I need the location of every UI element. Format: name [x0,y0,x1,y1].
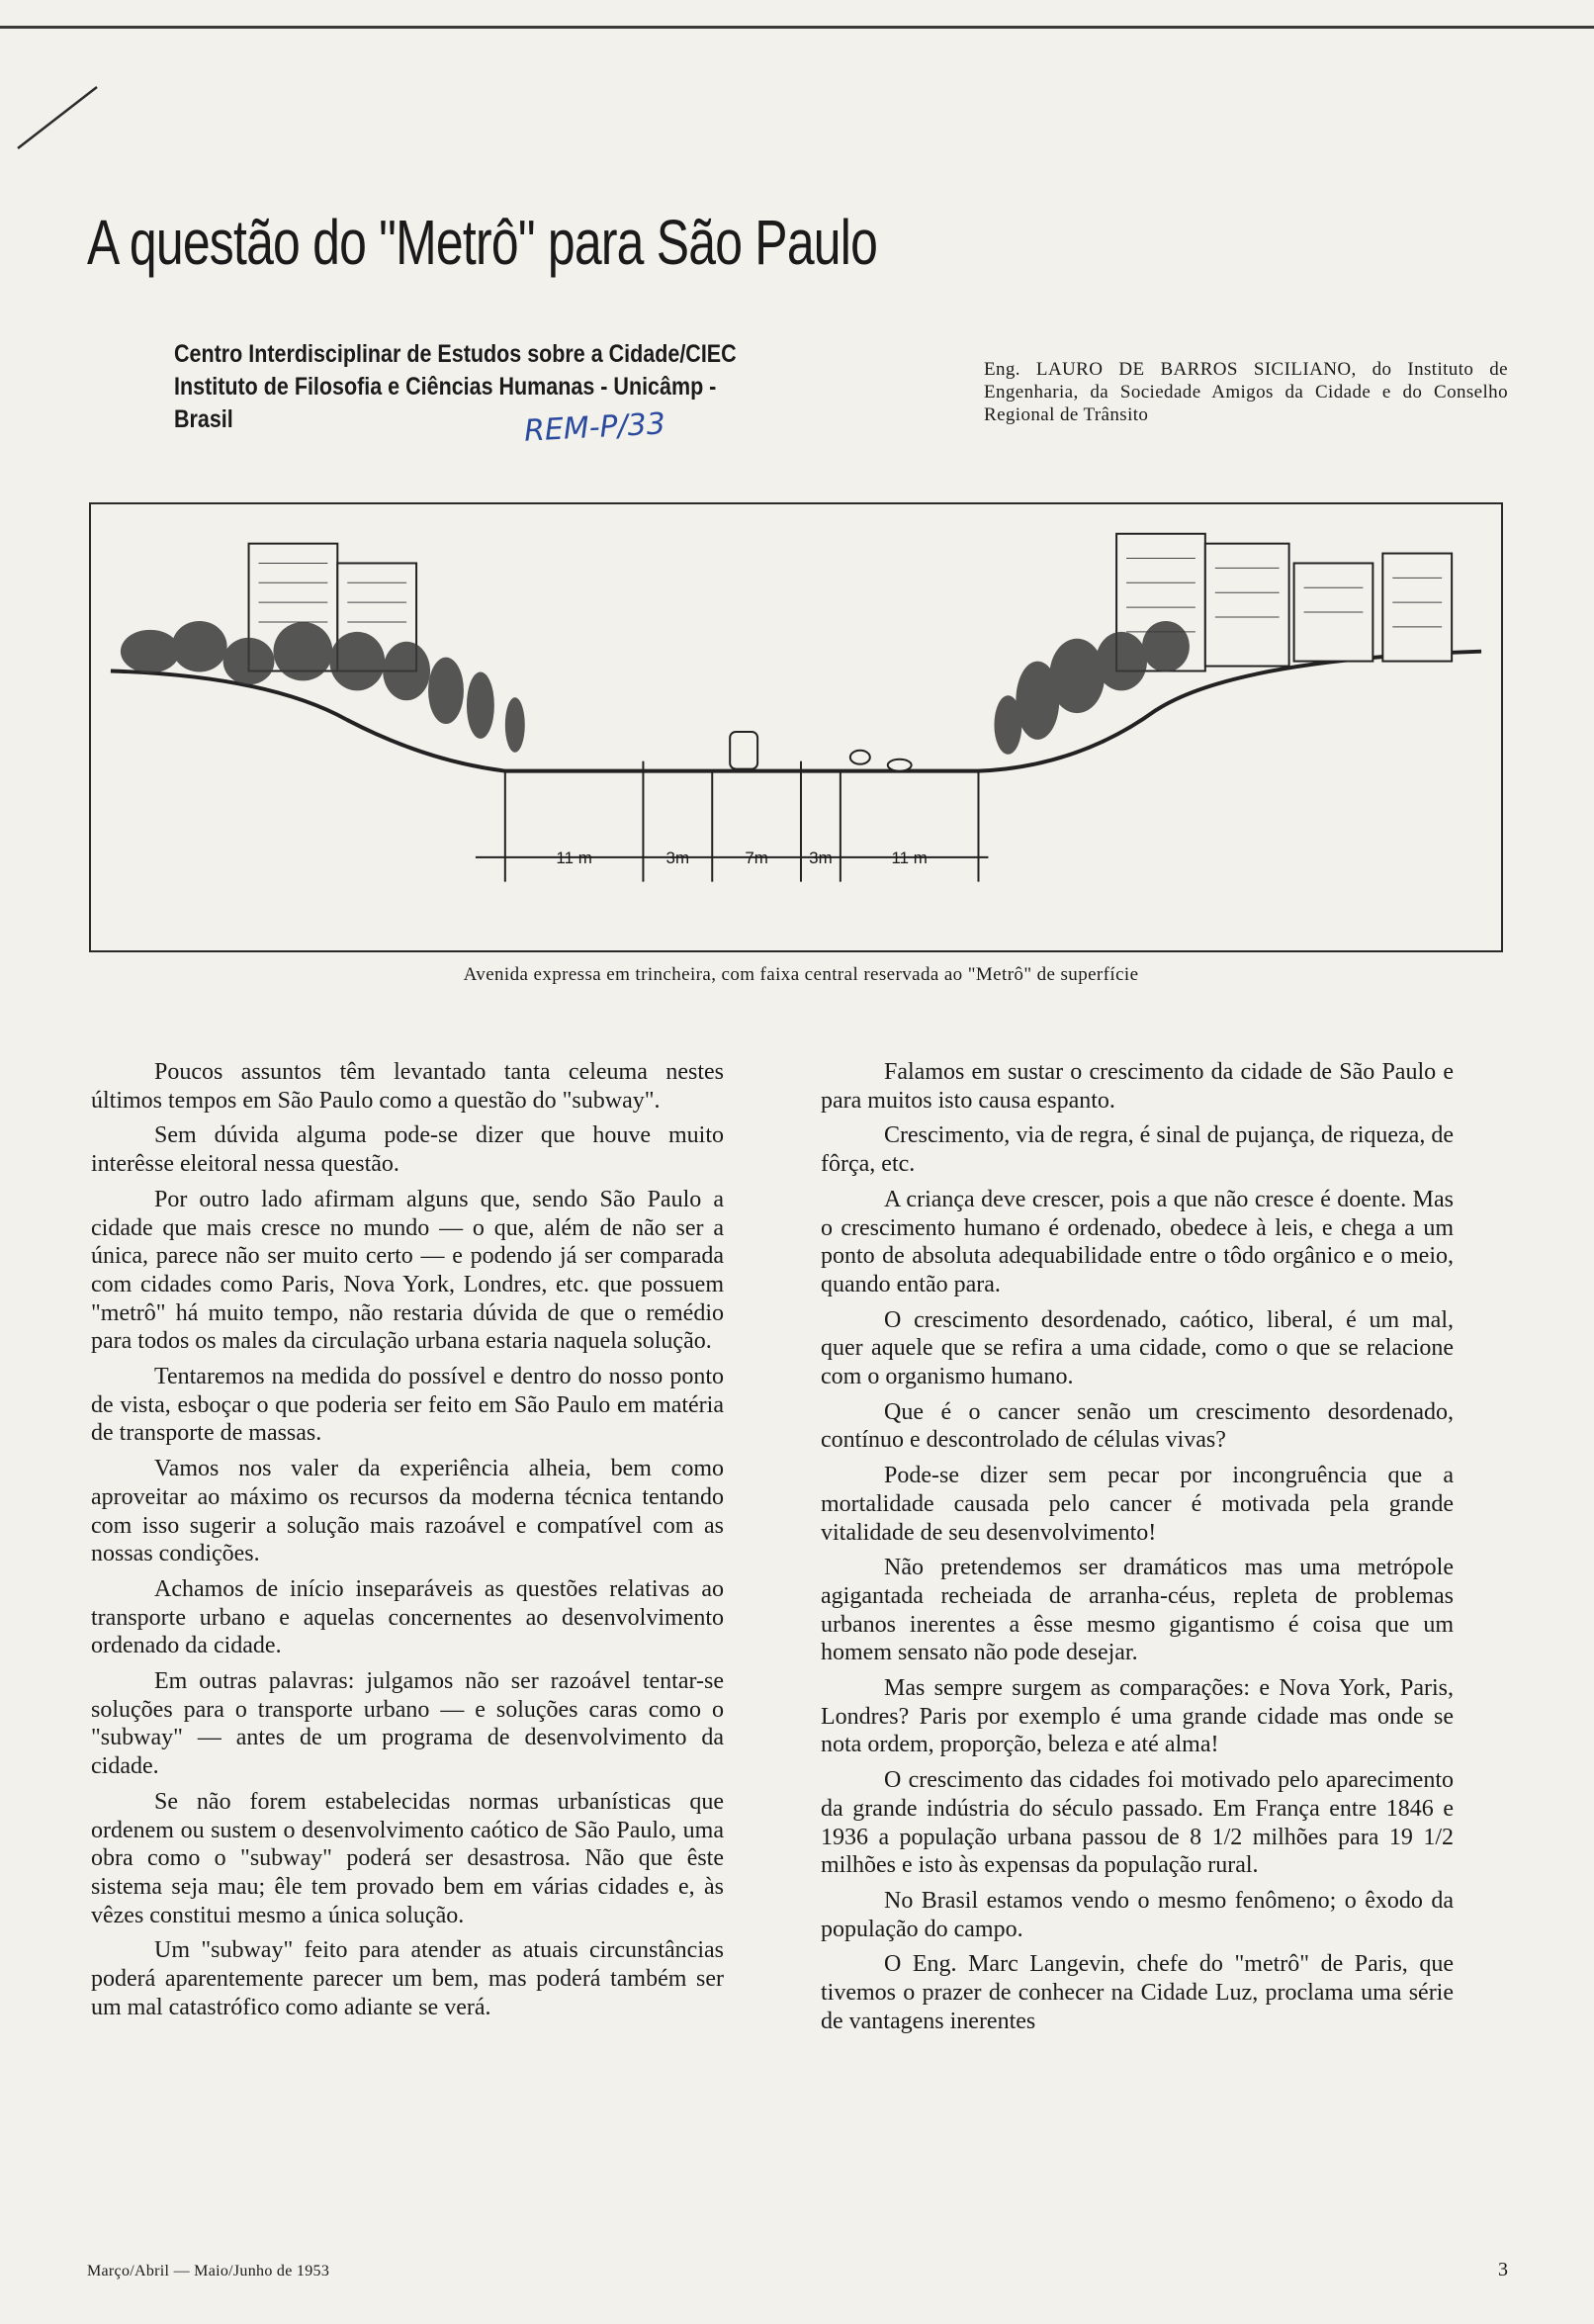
left-text-column [91,1058,724,2029]
dimension-label-4: 3m [809,848,833,867]
paragraph: No Brasil estamos vendo o mesmo fenômeno; o êxodo da população do campo. [821,1887,1454,1942]
paragraph: Se não forem estabelecidas normas urbanísticas que ordenem ou sustem o desenvolvimento caótico de São Paulo, uma obra como o "subway" poderá ser desastrosa. Não que êste sistema seja mau; êle tem provado bem em várias cidades e, às vêzes constitui mesmo a única solução. [91,1788,724,1928]
paragraph: Falamos em sustar o crescimento da cidade de São Paulo e para muitos isto causa espanto. [821,1059,1454,1114]
institution-line-2: Instituto de Filosofia e Ciências Humanas - Unicâmp - Brasil [174,373,717,433]
cross-section-drawing [91,504,1501,950]
page-number: 3 [1498,2259,1508,2280]
paragraph: O Eng. Marc Langevin, chefe do "metrô" de Paris, que tivemos o prazer de conhecer na Cidade Luz, proclama uma série de vantagens inerentes [821,1951,1454,2034]
issue-footer: Março/Abril — Maio/Junho de 1953 [87,2263,330,2279]
institution-block [174,338,769,436]
paragraph: Em outras palavras: julgamos não ser razoável tentar-se soluções para o transporte urbano — e soluções caras como o "subway" — antes de um programa de desenvolvimento da cidade. [91,1668,724,1780]
trench-avenue-illustration [89,502,1503,952]
paragraph: Que é o cancer senão um crescimento desordenado, contínuo e descontrolado de células vivas? [821,1398,1454,1454]
paragraph: O crescimento desordenado, caótico, liberal, é um mal, quer aquele que se refira a uma cidade, como o que se relacione com o organismo humano. [821,1306,1454,1390]
institution-line-1: Centro Interdisciplinar de Estudos sobre a Cidade/CIEC [174,340,737,368]
paragraph: Poucos assuntos têm levantado tanta celeuma nestes últimos tempos em São Paulo como a questão do "subway". [91,1059,724,1114]
paragraph: A criança deve crescer, pois a que não cresce é doente. Mas o crescimento humano é ordenado, obedece à leis, e chega a um ponto de absoluta adequabilidade entre o tôdo orgânico e o meio, quando então para. [821,1186,1454,1297]
paragraph: O crescimento das cidades foi motivado pelo aparecimento da grande indústria do século passado. Em França entre 1846 e 1936 a população urbana passou de 8 1/2 milhões para 19 1/2 milhões e isto às expensas da população rural. [821,1767,1454,1879]
paragraph: Um "subway" feito para atender as atuais circunstâncias poderá aparentemente parecer um bem, mas poderá também ser um mal catastrófico como adiante se verá. [91,1937,724,2020]
dimension-label-3: 7m [745,848,768,867]
paragraph: Pode-se dizer sem pecar por incongruência que a mortalidade causada pelo cancer é motivada pela grande vitalidade de seu desenvolvimento! [821,1463,1454,1546]
author-credit: Eng. LAURO DE BARROS SICILIANO, do Instituto de Engenharia, da Sociedade Amigos da Cidade e do Conselho Regional de Trânsito [984,359,1508,425]
handwritten-note: REM-P/33 [523,406,666,449]
paragraph: Achamos de início inseparáveis as questões relativas ao transporte urbano e aquelas concernentes ao desenvolvimento ordenado da cidade. [91,1575,724,1659]
paragraph: Sem dúvida alguma pode-se dizer que houve muito interêsse eleitoral nessa questão. [91,1122,724,1178]
dimension-label-1: 11 m [556,848,592,867]
figure-caption: Avenida expressa em trincheira, com faixa central reservada ao "Metrô" de superfície [463,964,1139,985]
right-text-column [821,1058,1454,2043]
paragraph: Não pretendemos ser dramáticos mas uma metrópole agigantada recheiada de arranha-céus, repleta de problemas urbanos inerentes a êsse mesmo gigantismo é coisa que um homem sensato não pode desejar. [821,1555,1454,1666]
paragraph: Tentaremos na medida do possível e dentro do nosso ponto de vista, esboçar o que poderia ser feito em São Paulo em matéria de transporte de massas. [91,1364,724,1447]
paragraph: Crescimento, via de regra, é sinal de pujança, de riqueza, de fôrça, etc. [821,1122,1454,1178]
pen-mark-icon [0,0,138,168]
paragraph: Vamos nos valer da experiência alheia, bem como aproveitar ao máximo os recursos da moderna técnica tentando com isso sugerir a solução mais razoável e compatível com as nossas condições. [91,1456,724,1567]
top-rule [0,26,1594,29]
dimension-label-2: 3m [665,848,690,867]
dimension-label-5: 11 m [891,848,928,867]
article-title: A questão do "Metrô" para São Paulo [87,207,878,278]
paragraph: Mas sempre surgem as comparações: e Nova York, Paris, Londres? Paris por exemplo é uma grande cidade mas onde se nota ordem, proporção, beleza e até alma! [821,1675,1454,1758]
paragraph: Por outro lado afirmam alguns que, sendo São Paulo a cidade que mais cresce no mundo — o que, além de não ser a única, parece não ser muito certo — e podendo já ser comparada com cidades como Paris, Nova York, Londres, etc. que possuem "metrô" há muito tempo, não restaria dúvida de que o remédio para todos os males da circulação urbana estaria naquela solução. [91,1186,724,1355]
